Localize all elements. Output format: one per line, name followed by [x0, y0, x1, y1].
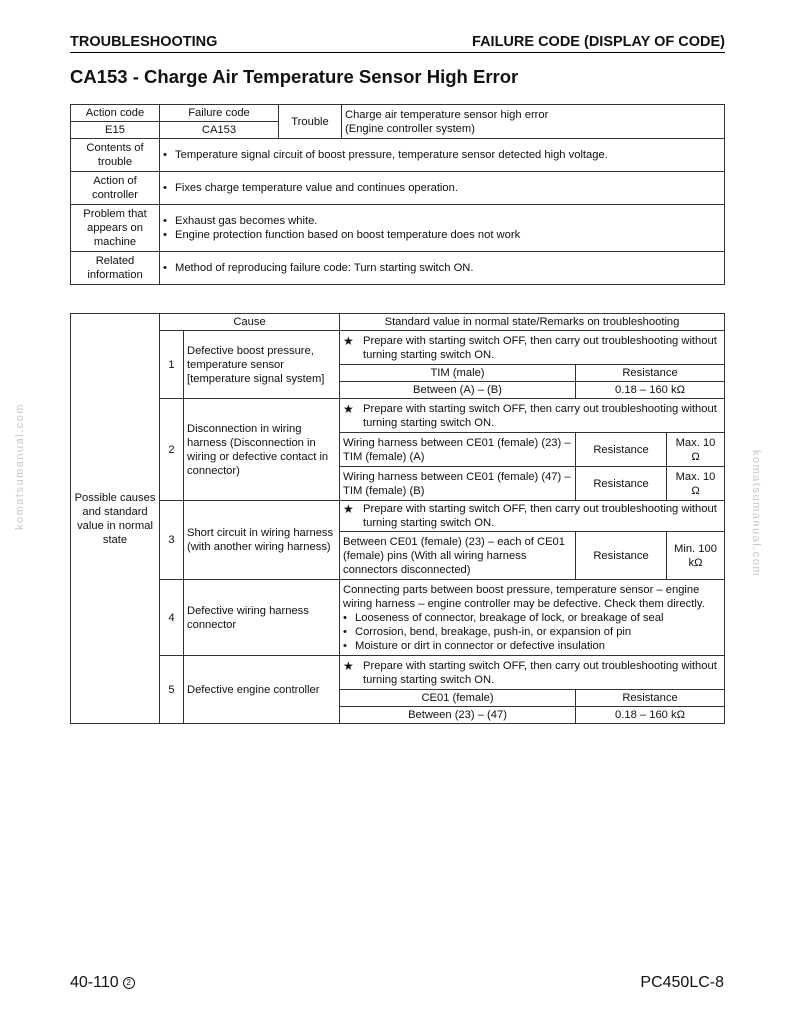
- cause-description: Disconnection in wiring harness (Disconnection in wiring or defective contact in connector): [184, 399, 340, 501]
- related-info-label: Related information: [71, 252, 160, 285]
- measure-limit: Max. 10 Ω: [667, 467, 725, 501]
- cause-description: Defective wiring harness connector: [184, 580, 340, 656]
- standard-value-header: Standard value in normal state/Remarks on troubleshooting: [340, 314, 725, 331]
- cause-description: Short circuit in wiring harness (with another wiring harness): [184, 501, 340, 580]
- measure-harness: Wiring harness between CE01 (female) (23) – TIM (female) (A): [340, 433, 576, 467]
- machine-model: PC450LC-8: [640, 974, 724, 991]
- prepare-note: ★ Prepare with starting switch OFF, then carry out troubleshooting without turning starting switch ON.: [340, 501, 725, 532]
- failure-code-value: CA153: [160, 122, 279, 139]
- star-icon: ★: [343, 502, 354, 516]
- contents-label: Contents of trouble: [71, 139, 160, 172]
- possible-causes-table: [70, 313, 725, 724]
- action-controller-value: • Fixes charge temperature value and continues operation.: [160, 172, 725, 205]
- measure-type: Resistance: [576, 433, 667, 467]
- action-code-value: E15: [71, 122, 160, 139]
- subsection-title: FAILURE CODE (DISPLAY OF CODE): [472, 34, 725, 50]
- measure-harness: Between CE01 (female) (23) – each of CE01 (female) pins (With all wiring harness connectors disconnected): [340, 532, 576, 580]
- star-icon: ★: [343, 658, 354, 673]
- resistance-header: Resistance: [576, 690, 725, 707]
- revision-icon: 2: [123, 977, 135, 989]
- connector-check-notes: Connecting parts between boost pressure, temperature sensor – engine wiring harness – engine controller may be defective. Check them directly. • Looseness of connector, breakage of lock, or breakage of seal • Corrosion, bend, breakage, push-in, or expansion of pin • Moisture or dirt in connector or defective insulation: [340, 580, 725, 656]
- connector-header: TIM (male): [340, 365, 576, 382]
- related-info-value: • Method of reproducing failure code: Turn starting switch ON.: [160, 252, 725, 285]
- resistance-value: 0.18 – 160 kΩ: [576, 707, 725, 724]
- prepare-note: ★ Prepare with starting switch OFF, then carry out troubleshooting without turning starting switch ON.: [340, 656, 725, 690]
- cause-number: 4: [160, 580, 184, 656]
- measure-pins: Between (23) – (47): [340, 707, 576, 724]
- measure-pins: Between (A) – (B): [340, 382, 576, 399]
- failure-code-label: Failure code: [160, 105, 279, 122]
- cause-number: 2: [160, 399, 184, 501]
- trouble-description: Charge air temperature sensor high error (Engine controller system): [342, 105, 725, 139]
- star-icon: ★: [343, 333, 354, 348]
- cause-number: 3: [160, 501, 184, 580]
- watermark-left: komatsumanual.com: [14, 403, 26, 530]
- page-title: CA153 - Charge Air Temperature Sensor High Error: [70, 66, 519, 87]
- measure-type: Resistance: [576, 532, 667, 580]
- action-code-label: Action code: [71, 105, 160, 122]
- measure-limit: Max. 10 Ω: [667, 433, 725, 467]
- prepare-note: ★ Prepare with starting switch OFF, then carry out troubleshooting without turning starting switch ON.: [340, 331, 725, 365]
- resistance-header: Resistance: [576, 365, 725, 382]
- cause-number: 1: [160, 331, 184, 399]
- failure-info-table: [70, 104, 725, 285]
- watermark-right: komatsumanual.com: [750, 450, 762, 577]
- star-icon: ★: [343, 401, 354, 416]
- page-number: 40-110 2: [70, 974, 135, 992]
- measure-type: Resistance: [576, 467, 667, 501]
- problem-label: Problem that appears on machine: [71, 205, 160, 252]
- possible-causes-label: Possible causes and standard value in normal state: [71, 314, 160, 724]
- trouble-label: Trouble: [279, 105, 342, 139]
- prepare-note: ★ Prepare with starting switch OFF, then carry out troubleshooting without turning starting switch ON.: [340, 399, 725, 433]
- action-controller-label: Action of controller: [71, 172, 160, 205]
- measure-limit: Min. 100 kΩ: [667, 532, 725, 580]
- cause-description: Defective engine controller: [184, 656, 340, 724]
- contents-value: • Temperature signal circuit of boost pressure, temperature sensor detected high voltage.: [160, 139, 725, 172]
- cause-description: Defective boost pressure, temperature sensor [temperature signal system]: [184, 331, 340, 399]
- cause-number: 5: [160, 656, 184, 724]
- section-title: TROUBLESHOOTING: [70, 34, 218, 50]
- cause-header: Cause: [160, 314, 340, 331]
- page-header: [70, 34, 725, 53]
- connector-header: CE01 (female): [340, 690, 576, 707]
- resistance-value: 0.18 – 160 kΩ: [576, 382, 725, 399]
- measure-harness: Wiring harness between CE01 (female) (47) – TIM (female) (B): [340, 467, 576, 501]
- problem-value: • Exhaust gas becomes white. • Engine protection function based on boost temperature does not work: [160, 205, 725, 252]
